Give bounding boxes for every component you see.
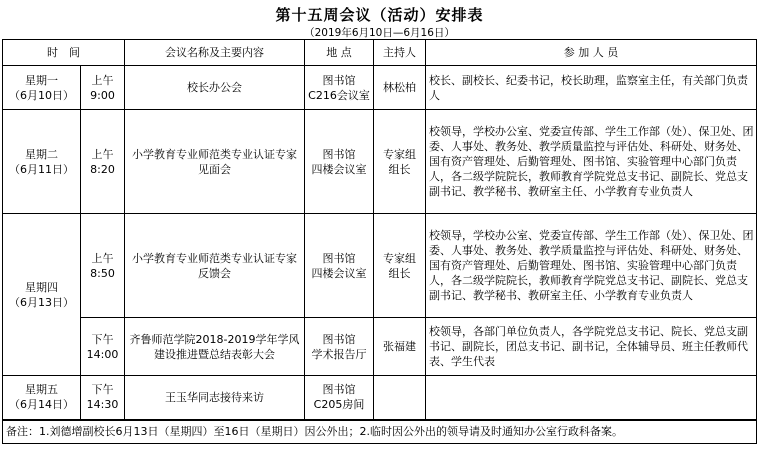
clock-label: 9:00: [90, 88, 115, 102]
day-label: 星期五: [25, 383, 58, 397]
place-room: C205房间: [313, 398, 365, 412]
place-building: 图书馆: [322, 147, 356, 161]
meeting-cell: 小学教育专业师范类专业认证专家见面会: [125, 110, 305, 214]
clock-label: 14:00: [86, 347, 119, 361]
place-building: 图书馆: [322, 332, 356, 346]
host-name: 专家组: [383, 251, 416, 265]
place-building: 图书馆: [322, 383, 356, 397]
host-cell: [374, 318, 426, 376]
period-label: 上午: [91, 73, 114, 87]
period-label: 上午: [91, 251, 114, 265]
place-cell: [305, 214, 374, 318]
meeting-cell: 小学教育专业师范类专业认证专家反馈会: [125, 214, 305, 318]
table-row: [3, 376, 757, 420]
participants-cell: 校领导，学校办公室、党委宣传部、学生工作部（处）、保卫处、团委、人事处、教务处、教学质量监控与评估处、科研处、财务处、国有资产管理处、后勤管理处、图书馆、实验管理中心部门负责人，各二级学院院长，教师教育学院党总支书记、副院长、党总支副书记、教学秘书、教研室主任、小学教育专业负责人: [426, 110, 757, 214]
schedule-table: [2, 39, 757, 444]
meeting-cell: 王玉华同志接待来访: [125, 376, 305, 420]
host-cell: [374, 66, 426, 110]
participants-cell: 校领导，学校办公室、党委宣传部、学生工作部（处）、保卫处、团委、人事处、教务处、教学质量监控与评估处、科研处、财务处、国有资产管理处、后勤管理处、图书馆、实验管理中心部门负责人，各二级学院院长，教师教育学院党总支书记、副院长、党总支副书记、教学秘书、教研室主任、小学教育专业负责人: [426, 214, 757, 318]
place-cell: [305, 318, 374, 376]
table-row: [3, 66, 757, 110]
place-building: 图书馆: [322, 251, 356, 265]
time-cell: [81, 110, 125, 214]
time-cell: [81, 66, 125, 110]
host-cell: [374, 376, 426, 420]
clock-label: 14:30: [86, 398, 119, 412]
host-name: 张福建: [383, 340, 416, 353]
date-label: （6月13日）: [9, 295, 74, 309]
notes-row: [3, 420, 757, 444]
notes-text: 备注：1.刘德增副校长6月13日（星期四）至16日（星期日）因公外出；2.临时因公外出的领导请及时通知办公室行政科备案。: [3, 420, 757, 444]
page-title: 第十五周会议（活动）安排表: [275, 6, 484, 24]
period-label: 下午: [91, 383, 114, 397]
date-label: （6月11日）: [9, 162, 74, 176]
place-room: 学术报告厅: [311, 347, 367, 361]
table-row: [3, 110, 757, 214]
clock-label: 8:50: [90, 266, 115, 280]
host-cell: [374, 110, 426, 214]
period-label: 上午: [91, 147, 114, 161]
date-label: （6月10日）: [9, 88, 74, 102]
place-room: 四楼会议室: [311, 266, 367, 280]
day-label: 星期四: [25, 280, 58, 294]
host-title: 组长: [388, 162, 411, 176]
place-cell: [305, 66, 374, 110]
header-place: 地 点: [305, 40, 374, 66]
day-label: 星期二: [25, 147, 58, 161]
table-header-row: [3, 40, 757, 66]
period-label: 下午: [91, 332, 114, 346]
header-meeting: 会议名称及主要内容: [125, 40, 305, 66]
host-name: 林松柏: [383, 81, 416, 94]
time-cell: [81, 318, 125, 376]
date-range-subtitle: （2019年6月10日—6月16日）: [304, 27, 455, 39]
meeting-cell: 齐鲁师范学院2018-2019学年学风建设推进暨总结表彰大会: [125, 318, 305, 376]
participants-cell: 校领导，各部门单位负责人，各学院党总支书记、院长、党总支副书记、副院长，团总支书记、副书记，全体辅导员、班主任教师代表、学生代表: [426, 318, 757, 376]
date-label: （6月14日）: [9, 398, 74, 412]
header-time: 时 间: [3, 40, 125, 66]
clock-label: 8:20: [90, 162, 115, 176]
day-cell: [3, 66, 81, 110]
host-name: 专家组: [383, 147, 416, 161]
day-cell: [3, 214, 81, 376]
meeting-cell: 校长办公会: [125, 66, 305, 110]
participants-cell: 校长、副校长、纪委书记，校长助理，监察室主任，有关部门负责人: [426, 66, 757, 110]
host-cell: [374, 214, 426, 318]
place-room: C216会议室: [308, 88, 370, 102]
day-label: 星期一: [25, 73, 58, 87]
place-cell: [305, 110, 374, 214]
day-cell: [3, 110, 81, 214]
time-cell: [81, 214, 125, 318]
header-participants: 参 加 人 员: [426, 40, 757, 66]
place-building: 图书馆: [322, 73, 356, 87]
place-cell: [305, 376, 374, 420]
host-title: 组长: [388, 266, 411, 280]
table-row: [3, 318, 757, 376]
participants-cell: [426, 376, 757, 420]
header-host: 主持人: [374, 40, 426, 66]
day-cell: [3, 376, 81, 420]
table-row: [3, 214, 757, 318]
place-room: 四楼会议室: [311, 162, 367, 176]
time-cell: [81, 376, 125, 420]
